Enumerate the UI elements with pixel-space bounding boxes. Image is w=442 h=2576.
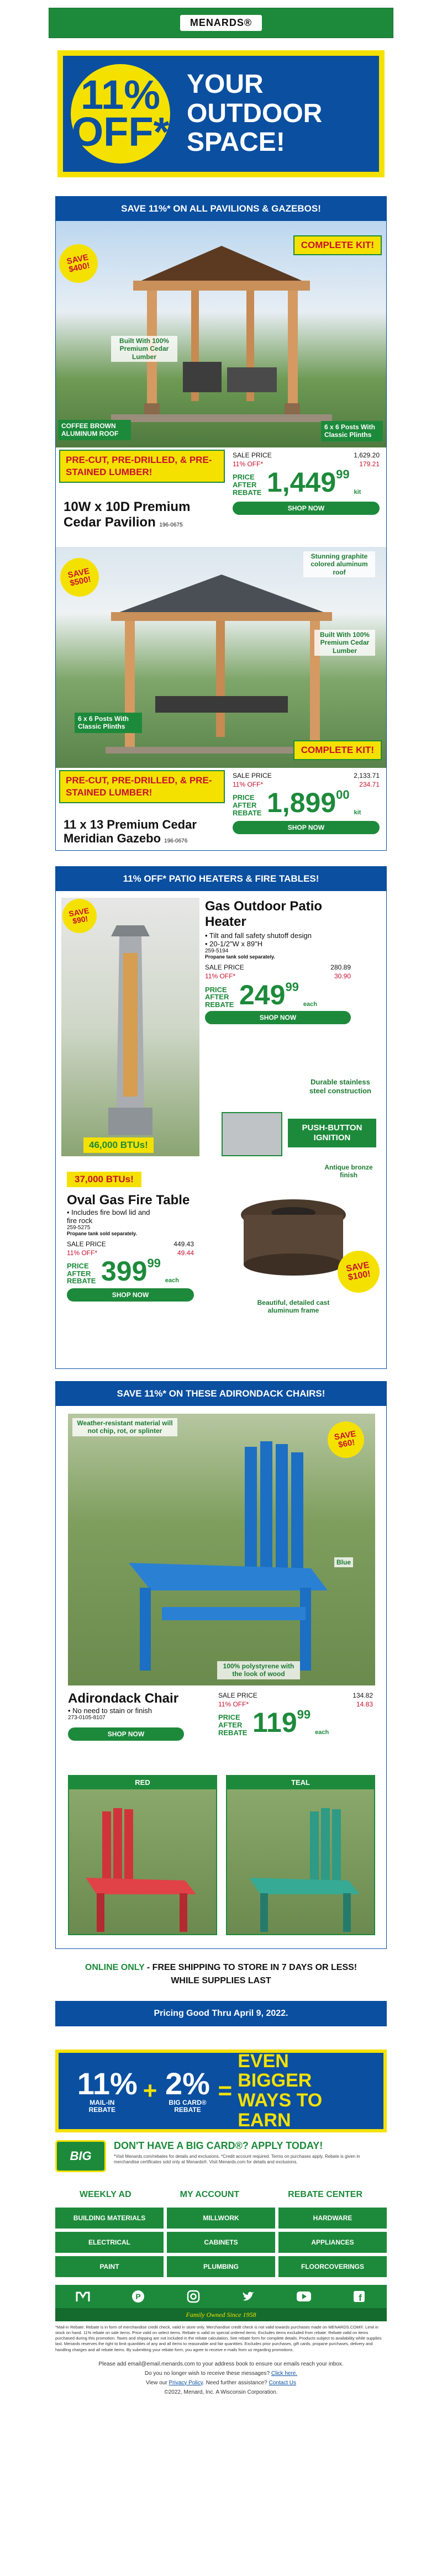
pavilion-title: 10W x 10D Premium Cedar Pavilion (64, 499, 191, 530)
pinterest-icon[interactable] (130, 2288, 146, 2305)
chair-sku: 273-0105-8107 (68, 1714, 106, 1721)
big-card-text (114, 2140, 373, 2166)
instagram-icon[interactable] (185, 2288, 202, 2305)
big-card-fine-print: *Visit Menards.com/rebates for details and exclusions. *Credit account required. Terms on purchases apply. Rebate is given in merchandise certificates sold only at Menards®. Visit Menards.com for details and exclusions. (114, 2154, 360, 2165)
pavilion-shop-button[interactable]: SHOP NOW (233, 502, 380, 515)
table-off-value: 49.44 (177, 1249, 194, 1257)
heater-after-label: PRICE AFTER REBATE (205, 985, 234, 1009)
footer-assistance: . Need further assistance? (203, 2379, 267, 2386)
table-after-cents: 99 (147, 1256, 161, 1270)
table-note: Propane tank sold separately. (67, 1230, 137, 1236)
gazebo-after-price (267, 787, 350, 819)
pavilion-sale-label: SALE PRICE (233, 451, 272, 459)
gazebo-title: 11 x 13 Premium Cedar Meridian Gazebo (64, 818, 197, 846)
chairs-section-title: SAVE 11%* ON THESE ADIRONDACK CHAIRS! (56, 1382, 386, 1406)
table-sale-price: 449.43 (173, 1240, 194, 1248)
heater-bullet-2: • 20-1/2"W x 89"H (205, 940, 263, 949)
gazebo-after-dollars: 1,899 (267, 787, 336, 819)
pavilion-price-table (233, 451, 380, 515)
heater-after-cents: 99 (285, 979, 299, 994)
pavilion-after-dollars: 1,449 (267, 467, 336, 498)
pavilion-cedar-callout: Built With 100% Premium Cedar Lumber (111, 336, 177, 362)
chair-off-label: 11% OFF* (218, 1700, 249, 1709)
pavilion-save-badge: SAVE $400! (56, 240, 102, 286)
svg-text:P: P (135, 2292, 141, 2301)
heater-sale-label: SALE PRICE (205, 963, 244, 972)
pavilion-roof-callout: COFFEE BROWN ALUMINUM ROOF (58, 420, 131, 440)
pavilions-section (55, 196, 387, 851)
gazebo-after-cents: 00 (336, 788, 350, 802)
pavilion-after-label: PRICE AFTER REBATE (233, 473, 262, 497)
footer-copyright: ©2022, Menard, Inc. A Wisconsin Corporation. (164, 2389, 278, 2395)
footer-unsubscribe (0, 2369, 442, 2378)
rebate-mail-in (77, 2068, 138, 2114)
chair-teal-variant[interactable] (226, 1775, 375, 1935)
chair-after-dollars: 119 (252, 1707, 297, 1739)
heater-image[interactable] (61, 898, 199, 1156)
menards-m-icon[interactable] (75, 2288, 91, 2305)
gazebo-after-rebate (233, 787, 380, 819)
chair-after-label: PRICE AFTER REBATE (218, 1713, 248, 1737)
chair-name: Adirondack Chair (68, 1691, 179, 1706)
pavilion-info (56, 447, 386, 547)
nav-floorcoverings[interactable]: FLOORCOVERINGS (278, 2256, 387, 2277)
hero-banner[interactable] (57, 50, 385, 177)
chairs-section (55, 1381, 387, 1949)
chair-color-blue: Blue (334, 1557, 353, 1567)
pavilion-name (64, 499, 229, 530)
big-card-image: BIG (55, 2140, 106, 2172)
pavilion-precut-banner: PRE-CUT, PRE-DRILLED, & PRE-STAINED LUMBER! (59, 450, 225, 483)
nav-cabinets[interactable]: CABINETS (167, 2232, 275, 2253)
chair-teal-label: TEAL (227, 1776, 374, 1789)
nav-weekly-ad[interactable]: WEEKLY AD (79, 2190, 131, 2199)
pavilion-kit-banner: COMPLETE KIT! (293, 235, 382, 255)
hero-discount-circle (71, 64, 170, 164)
table-off-label: 11% OFF* (67, 1249, 98, 1257)
nav-paint[interactable]: PAINT (55, 2256, 164, 2277)
pavilion-after-cents: 99 (336, 467, 350, 482)
footer-view-our: View our (146, 2379, 167, 2386)
pavilion-off-value: 179.21 (359, 460, 380, 468)
heater-off-label: 11% OFF* (205, 972, 236, 981)
pavilion-posts-callout: 6 x 6 Posts With Classic Plinths (321, 421, 383, 441)
heater-btu-badge: 46,000 BTUs! (83, 1137, 154, 1153)
heater-shop-button[interactable]: SHOP NOW (205, 1011, 351, 1024)
footer (0, 2359, 442, 2397)
pavilion-off-label: 11% OFF* (233, 460, 264, 468)
heater-illustration (61, 898, 199, 1156)
chair-sale-price: 134.82 (352, 1692, 373, 1699)
table-name: Oval Gas Fire Table (67, 1193, 190, 1208)
pavilion-unit: kit (354, 488, 361, 496)
red-chair-illustration (69, 1789, 216, 1934)
header-bar (49, 8, 393, 38)
table-after-price (101, 1257, 161, 1285)
table-frame-callout: Beautiful, detailed cast aluminum frame (255, 1298, 332, 1316)
heater-sku: 259-5194 (205, 948, 229, 955)
table-after-rebate (67, 1257, 194, 1285)
chair-after-cents: 99 (297, 1708, 311, 1722)
heater-bullet-1: • Tilt and fall safety shutoff design (205, 931, 312, 940)
shipping-supplies: WHILE SUPPLIES LAST (171, 1976, 271, 1985)
chair-after-rebate (218, 1707, 373, 1739)
chair-price-table (218, 1691, 373, 1739)
gazebo-roof-callout: Stunning graphite colored aluminum roof (303, 551, 375, 577)
shipping-notice (0, 1961, 442, 1988)
rebate-headline: EVEN BIGGER WAYS TO EARN (238, 2050, 323, 2131)
chair-details (68, 1691, 377, 1741)
hero-percent: 11% (80, 72, 161, 118)
pavilions-section-title: SAVE 11%* ON ALL PAVILIONS & GAZEBOS! (56, 197, 386, 221)
big-card-promo[interactable] (55, 2140, 387, 2172)
chair-off-value: 14.83 (356, 1700, 373, 1709)
pavilion-sku: 196-0675 (159, 521, 183, 528)
rebate-big-card-value: 2% (165, 2066, 210, 2101)
social-bar (55, 2285, 387, 2308)
gazebo-posts-callout: 6 x 6 Posts With Classic Plinths (75, 713, 142, 733)
footer-privacy-row (0, 2378, 442, 2388)
rebate-mail-in-value: 11% (77, 2066, 138, 2101)
gazebo-sale-label: SALE PRICE (233, 772, 272, 779)
gazebo-sale-price: 2,133.71 (354, 772, 380, 779)
nav-my-account[interactable]: MY ACCOUNT (180, 2190, 240, 2199)
heater-name: Gas Outdoor Patio Heater (205, 899, 323, 929)
table-bronze-callout: Antique bronze finish (321, 1162, 376, 1181)
gazebo-off-label: 11% OFF* (233, 781, 264, 789)
footer-contact-link[interactable]: Contact Us (269, 2379, 296, 2386)
twitter-icon[interactable] (240, 2288, 257, 2305)
pricing-banner: Pricing Good Thru April 9, 2022. (55, 2001, 387, 2026)
gazebo-shop-button[interactable]: SHOP NOW (233, 821, 380, 834)
footer-address-book: Please add email@email.menards.com to your address book to ensure our emails reach your inbox. (98, 2361, 344, 2367)
heater-unit: each (303, 1000, 317, 1008)
table-sku: 259-5275 (67, 1224, 91, 1231)
chair-bullet-1: • No need to stain or finish (68, 1706, 152, 1715)
nav-millwork[interactable]: MILLWORK (167, 2208, 275, 2229)
pavilion-image[interactable] (56, 221, 386, 447)
gazebo-info (56, 768, 386, 851)
gazebo-name (64, 818, 229, 846)
gazebo-cedar-callout: Built With 100% Premium Cedar Lumber (314, 630, 375, 656)
pavilion-sale-price: 1,629.20 (354, 451, 380, 459)
nav-hardware[interactable]: HARDWARE (278, 2208, 387, 2229)
gazebo-price-table (233, 771, 380, 834)
pavilion-after-rebate (233, 468, 380, 496)
category-nav (55, 2208, 387, 2277)
table-bullet-1: • Includes fire bowl lid and fire rock (67, 1208, 150, 1225)
heater-after-price (239, 981, 299, 1009)
facebook-icon[interactable] (351, 2288, 367, 2305)
nav-appliances[interactable]: APPLIANCES (278, 2232, 387, 2253)
nav-electrical[interactable]: ELECTRICAL (55, 2232, 164, 2253)
heater-details (205, 899, 382, 1024)
heater-ignition-label: PUSH-BUTTON IGNITION (288, 1119, 376, 1147)
table-image[interactable] (238, 1187, 349, 1287)
gazebo-off-value: 234.71 (359, 781, 380, 789)
footer-unsubscribe-text: Do you no longer wish to receive these messages? (144, 2370, 270, 2377)
chair-sale-label: SALE PRICE (218, 1692, 257, 1699)
hero-headline: YOUR OUTDOOR SPACE! (187, 69, 323, 157)
family-owned-tagline: Family Owned Since 1958 (55, 2308, 387, 2321)
gazebo-sku: 196-0676 (164, 838, 188, 845)
chair-shop-button[interactable]: SHOP NOW (68, 1727, 184, 1741)
shipping-online: ONLINE ONLY (85, 1963, 145, 1972)
rebate-equals: = (218, 2077, 233, 2104)
teal-chair-illustration (227, 1789, 374, 1934)
heaters-section (55, 866, 387, 1369)
gazebo-save-badge: SAVE $500! (56, 554, 102, 600)
table-sale-label: SALE PRICE (67, 1240, 106, 1248)
footer-privacy-link[interactable]: Privacy Policy (169, 2379, 203, 2386)
table-unit: each (165, 1277, 179, 1284)
pavilion-after-price (267, 468, 350, 496)
heater-price-table (205, 963, 351, 1024)
chair-after-price (252, 1707, 311, 1739)
rebate-banner[interactable] (55, 2050, 387, 2132)
table-after-label: PRICE AFTER REBATE (67, 1262, 96, 1286)
rebate-mail-in-label: MAIL-IN REBATE (88, 2098, 116, 2114)
rebate-big-card (163, 2068, 213, 2114)
chair-weather-callout: Weather-resistant material will not chip, rot, or splinter (72, 1418, 177, 1436)
heater-sale-price: 280.89 (330, 963, 351, 972)
chair-poly-callout: 100% polystyrene with the look of wood (217, 1661, 300, 1679)
chair-unit: each (315, 1729, 329, 1736)
heater-off-value: 30.90 (334, 972, 351, 981)
svg-text:f: f (359, 2293, 362, 2303)
heater-save-badge: SAVE $90! (61, 898, 99, 936)
heater-ignition-image (222, 1112, 282, 1156)
footer-unsubscribe-link[interactable]: Click here. (271, 2370, 298, 2377)
gazebo-illustration (56, 547, 386, 768)
gazebo-unit: kit (354, 809, 361, 816)
table-price-table (67, 1240, 194, 1302)
blue-chair-illustration (68, 1414, 375, 1685)
menards-logo[interactable]: MENARDS® (180, 15, 262, 31)
heater-after-rebate (205, 981, 351, 1009)
heater-steel-callout: Durable stainless steel construction (304, 1077, 376, 1096)
table-shop-button[interactable]: SHOP NOW (67, 1288, 194, 1302)
table-after-dollars: 399 (101, 1255, 148, 1287)
nav-building-materials[interactable]: BUILDING MATERIALS (55, 2208, 164, 2229)
table-details (67, 1193, 227, 1302)
chair-red-variant[interactable] (68, 1775, 217, 1935)
table-save-badge: SAVE $100! (334, 1247, 383, 1296)
rebate-big-card-label: BIG CARD® REBATE (169, 2098, 207, 2114)
shipping-text: - FREE SHIPPING TO STORE IN 7 DAYS OR LESS! (144, 1963, 357, 1972)
gazebo-kit-banner: COMPLETE KIT! (293, 740, 382, 760)
gazebo-after-label: PRICE AFTER REBATE (233, 793, 262, 817)
nav-links (55, 2182, 387, 2208)
big-card-headline[interactable]: DON'T HAVE A BIG CARD®? APPLY TODAY! (114, 2140, 323, 2151)
chair-blue-image[interactable] (68, 1414, 375, 1685)
gazebo-image[interactable] (56, 547, 386, 768)
heaters-section-title: 11% OFF* PATIO HEATERS & FIRE TABLES! (56, 867, 386, 891)
chair-save-badge: SAVE $60! (325, 1419, 367, 1461)
hero-off: OFF* (71, 109, 170, 155)
heater-after-dollars: 249 (239, 979, 286, 1010)
nav-plumbing[interactable]: PLUMBING (167, 2256, 275, 2277)
nav-rebate-center[interactable]: REBATE CENTER (288, 2190, 362, 2199)
chair-red-label: RED (69, 1776, 216, 1789)
table-btu-badge: 37,000 BTUs! (67, 1172, 141, 1187)
legal-text: *Mail-in Rebate. Rebate is in form of merchandise credit check, valid in store only. Merchandise credit check is not valid towards purchases made on MENARDS.COM®. Limit in stock on hand. 11% rebate on sale items. Price valid on select items. Rebate is valid on special ordered items. Excludes items excluded from rebate. Rebate valid on items purchased during this promotion. Taxes and shipping are not included in the rebate calculation. See rebate form for complete details. Products subject to availability while supplies last. Menards reserves the right to limit quantities of any and all items to reasonable and fair quantities. Excludes prior purchases, gift cards, propane purchases, delivery and handling charges and all rebate items. By submitting your rebate form, you agree to receive e-mails from us regarding promotions. (55, 2325, 382, 2352)
fire-table-illustration (238, 1187, 349, 1287)
gazebo-precut-banner: PRE-CUT, PRE-DRILLED, & PRE-STAINED LUMBER! (59, 770, 225, 803)
youtube-icon[interactable] (296, 2288, 312, 2305)
heater-note: Propane tank sold separately. (205, 954, 275, 960)
rebate-plus: + (143, 2077, 157, 2104)
